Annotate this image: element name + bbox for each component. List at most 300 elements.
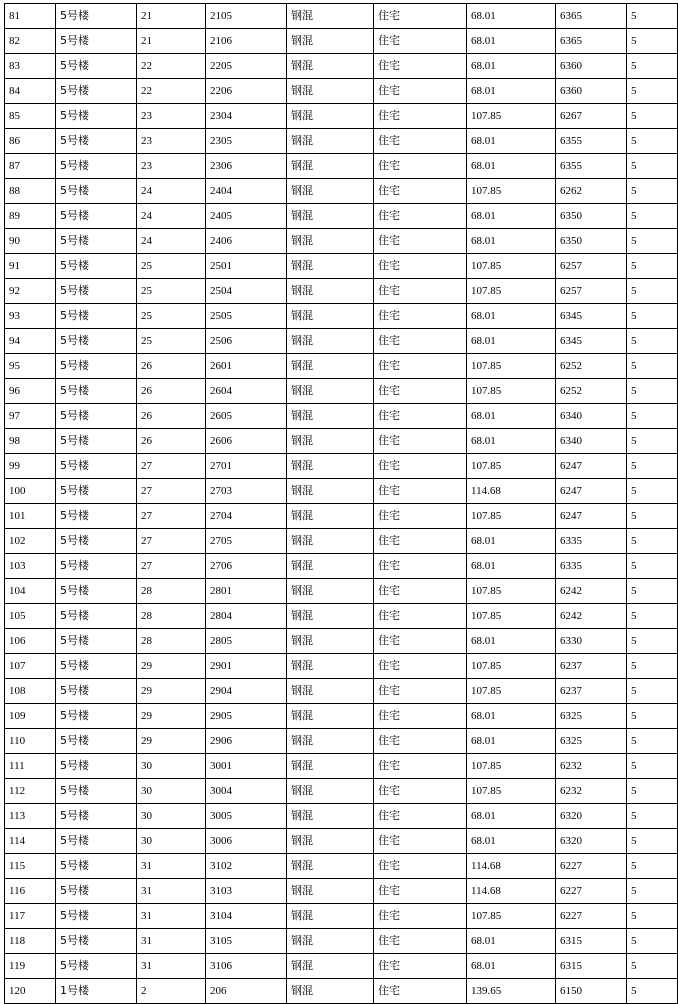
cell-层: 24	[137, 229, 206, 254]
cell-用途: 住宅	[374, 604, 467, 629]
cell-结构: 钢混	[287, 704, 374, 729]
cell-结构: 钢混	[287, 329, 374, 354]
cell-面积: 68.01	[467, 529, 556, 554]
cell-备注: 5	[627, 129, 678, 154]
cell-用途: 住宅	[374, 804, 467, 829]
cell-面积: 68.01	[467, 554, 556, 579]
cell-层: 25	[137, 254, 206, 279]
cell-房号: 2105	[206, 4, 287, 29]
cell-用途: 住宅	[374, 179, 467, 204]
cell-序号: 89	[5, 204, 56, 229]
cell-用途: 住宅	[374, 854, 467, 879]
cell-用途: 住宅	[374, 379, 467, 404]
cell-结构: 钢混	[287, 179, 374, 204]
table-row	[5, 629, 678, 654]
cell-层: 27	[137, 554, 206, 579]
cell-用途: 住宅	[374, 829, 467, 854]
cell-楼栋: 5号楼	[56, 79, 137, 104]
cell-楼栋: 5号楼	[56, 129, 137, 154]
cell-面积: 107.85	[467, 604, 556, 629]
cell-房号: 2406	[206, 229, 287, 254]
cell-结构: 钢混	[287, 979, 374, 1004]
cell-序号: 98	[5, 429, 56, 454]
cell-编号: 6320	[556, 804, 627, 829]
cell-面积: 68.01	[467, 129, 556, 154]
cell-层: 30	[137, 754, 206, 779]
cell-用途: 住宅	[374, 504, 467, 529]
cell-层: 30	[137, 779, 206, 804]
cell-用途: 住宅	[374, 954, 467, 979]
cell-序号: 119	[5, 954, 56, 979]
cell-面积: 107.85	[467, 354, 556, 379]
cell-面积: 107.85	[467, 454, 556, 479]
cell-层: 26	[137, 379, 206, 404]
cell-序号: 90	[5, 229, 56, 254]
cell-备注: 5	[627, 104, 678, 129]
cell-楼栋: 5号楼	[56, 304, 137, 329]
cell-面积: 68.01	[467, 954, 556, 979]
cell-房号: 3006	[206, 829, 287, 854]
table-row	[5, 879, 678, 904]
cell-编号: 6340	[556, 404, 627, 429]
cell-序号: 93	[5, 304, 56, 329]
cell-备注: 5	[627, 304, 678, 329]
table-row	[5, 54, 678, 79]
cell-结构: 钢混	[287, 4, 374, 29]
cell-面积: 68.01	[467, 929, 556, 954]
cell-层: 24	[137, 179, 206, 204]
cell-用途: 住宅	[374, 754, 467, 779]
cell-楼栋: 5号楼	[56, 879, 137, 904]
table-row	[5, 104, 678, 129]
cell-楼栋: 5号楼	[56, 854, 137, 879]
cell-楼栋: 5号楼	[56, 329, 137, 354]
cell-序号: 110	[5, 729, 56, 754]
cell-用途: 住宅	[374, 279, 467, 304]
cell-楼栋: 5号楼	[56, 29, 137, 54]
cell-房号: 3102	[206, 854, 287, 879]
cell-序号: 116	[5, 879, 56, 904]
cell-层: 29	[137, 679, 206, 704]
cell-楼栋: 5号楼	[56, 654, 137, 679]
cell-房号: 2901	[206, 654, 287, 679]
cell-房号: 2305	[206, 129, 287, 154]
cell-层: 27	[137, 454, 206, 479]
cell-房号: 2404	[206, 179, 287, 204]
cell-层: 25	[137, 304, 206, 329]
cell-编号: 6320	[556, 829, 627, 854]
cell-序号: 104	[5, 579, 56, 604]
cell-楼栋: 5号楼	[56, 54, 137, 79]
table-row	[5, 754, 678, 779]
cell-序号: 102	[5, 529, 56, 554]
cell-结构: 钢混	[287, 154, 374, 179]
cell-结构: 钢混	[287, 779, 374, 804]
cell-结构: 钢混	[287, 254, 374, 279]
cell-备注: 5	[627, 754, 678, 779]
cell-序号: 91	[5, 254, 56, 279]
table-row	[5, 379, 678, 404]
cell-房号: 2801	[206, 579, 287, 604]
table-row	[5, 429, 678, 454]
cell-结构: 钢混	[287, 654, 374, 679]
cell-编号: 6227	[556, 854, 627, 879]
cell-结构: 钢混	[287, 279, 374, 304]
cell-结构: 钢混	[287, 54, 374, 79]
cell-结构: 钢混	[287, 629, 374, 654]
cell-层: 31	[137, 879, 206, 904]
cell-编号: 6360	[556, 54, 627, 79]
cell-编号: 6355	[556, 129, 627, 154]
cell-楼栋: 5号楼	[56, 904, 137, 929]
cell-楼栋: 5号楼	[56, 479, 137, 504]
cell-编号: 6257	[556, 279, 627, 304]
table-row	[5, 329, 678, 354]
cell-层: 25	[137, 279, 206, 304]
cell-面积: 114.68	[467, 879, 556, 904]
cell-序号: 111	[5, 754, 56, 779]
cell-用途: 住宅	[374, 579, 467, 604]
cell-序号: 92	[5, 279, 56, 304]
cell-用途: 住宅	[374, 529, 467, 554]
cell-编号: 6237	[556, 679, 627, 704]
table-row	[5, 779, 678, 804]
cell-房号: 2506	[206, 329, 287, 354]
cell-房号: 2505	[206, 304, 287, 329]
cell-编号: 6252	[556, 354, 627, 379]
cell-楼栋: 5号楼	[56, 4, 137, 29]
cell-编号: 6365	[556, 4, 627, 29]
cell-层: 27	[137, 479, 206, 504]
cell-备注: 5	[627, 679, 678, 704]
cell-备注: 5	[627, 79, 678, 104]
cell-楼栋: 5号楼	[56, 929, 137, 954]
cell-层: 22	[137, 79, 206, 104]
cell-层: 30	[137, 829, 206, 854]
cell-编号: 6335	[556, 529, 627, 554]
cell-层: 31	[137, 854, 206, 879]
cell-楼栋: 5号楼	[56, 629, 137, 654]
cell-层: 28	[137, 629, 206, 654]
cell-用途: 住宅	[374, 979, 467, 1004]
cell-楼栋: 5号楼	[56, 729, 137, 754]
cell-用途: 住宅	[374, 4, 467, 29]
cell-楼栋: 5号楼	[56, 954, 137, 979]
cell-结构: 钢混	[287, 529, 374, 554]
cell-结构: 钢混	[287, 829, 374, 854]
cell-房号: 3001	[206, 754, 287, 779]
table-row	[5, 354, 678, 379]
cell-序号: 86	[5, 129, 56, 154]
cell-备注: 5	[627, 804, 678, 829]
table-row	[5, 179, 678, 204]
cell-层: 25	[137, 329, 206, 354]
cell-编号: 6247	[556, 454, 627, 479]
cell-用途: 住宅	[374, 929, 467, 954]
cell-备注: 5	[627, 404, 678, 429]
cell-用途: 住宅	[374, 479, 467, 504]
cell-编号: 6237	[556, 654, 627, 679]
table-row	[5, 679, 678, 704]
cell-结构: 钢混	[287, 404, 374, 429]
cell-备注: 5	[627, 904, 678, 929]
cell-序号: 117	[5, 904, 56, 929]
cell-备注: 5	[627, 554, 678, 579]
cell-编号: 6325	[556, 704, 627, 729]
cell-面积: 68.01	[467, 4, 556, 29]
cell-用途: 住宅	[374, 129, 467, 154]
cell-备注: 5	[627, 854, 678, 879]
cell-备注: 5	[627, 279, 678, 304]
table-row	[5, 654, 678, 679]
cell-编号: 6267	[556, 104, 627, 129]
cell-面积: 107.85	[467, 654, 556, 679]
cell-面积: 107.85	[467, 254, 556, 279]
cell-编号: 6315	[556, 954, 627, 979]
cell-备注: 5	[627, 629, 678, 654]
cell-楼栋: 5号楼	[56, 379, 137, 404]
cell-结构: 钢混	[287, 204, 374, 229]
cell-结构: 钢混	[287, 129, 374, 154]
cell-面积: 114.68	[467, 479, 556, 504]
cell-面积: 107.85	[467, 579, 556, 604]
cell-序号: 101	[5, 504, 56, 529]
table-row	[5, 79, 678, 104]
cell-面积: 68.01	[467, 54, 556, 79]
cell-楼栋: 5号楼	[56, 529, 137, 554]
cell-房号: 3104	[206, 904, 287, 929]
cell-层: 28	[137, 604, 206, 629]
cell-用途: 住宅	[374, 704, 467, 729]
cell-用途: 住宅	[374, 729, 467, 754]
cell-面积: 68.01	[467, 429, 556, 454]
cell-层: 24	[137, 204, 206, 229]
cell-层: 30	[137, 804, 206, 829]
cell-序号: 115	[5, 854, 56, 879]
cell-用途: 住宅	[374, 204, 467, 229]
cell-编号: 6242	[556, 604, 627, 629]
cell-房号: 2601	[206, 354, 287, 379]
cell-楼栋: 5号楼	[56, 254, 137, 279]
cell-房号: 2703	[206, 479, 287, 504]
cell-面积: 114.68	[467, 854, 556, 879]
cell-备注: 5	[627, 454, 678, 479]
cell-面积: 107.85	[467, 504, 556, 529]
cell-房号: 2306	[206, 154, 287, 179]
cell-备注: 5	[627, 479, 678, 504]
cell-楼栋: 5号楼	[56, 229, 137, 254]
cell-房号: 206	[206, 979, 287, 1004]
cell-楼栋: 5号楼	[56, 429, 137, 454]
cell-备注: 5	[627, 979, 678, 1004]
cell-结构: 钢混	[287, 804, 374, 829]
table-row	[5, 704, 678, 729]
cell-备注: 5	[627, 954, 678, 979]
cell-序号: 94	[5, 329, 56, 354]
cell-序号: 108	[5, 679, 56, 704]
cell-层: 29	[137, 704, 206, 729]
cell-楼栋: 5号楼	[56, 754, 137, 779]
cell-编号: 6355	[556, 154, 627, 179]
cell-备注: 5	[627, 504, 678, 529]
cell-房号: 2504	[206, 279, 287, 304]
cell-用途: 住宅	[374, 454, 467, 479]
cell-层: 26	[137, 429, 206, 454]
cell-层: 26	[137, 354, 206, 379]
cell-用途: 住宅	[374, 29, 467, 54]
cell-序号: 87	[5, 154, 56, 179]
table-row	[5, 454, 678, 479]
table-row	[5, 154, 678, 179]
cell-编号: 6365	[556, 29, 627, 54]
cell-编号: 6232	[556, 779, 627, 804]
cell-编号: 6232	[556, 754, 627, 779]
cell-备注: 5	[627, 54, 678, 79]
cell-结构: 钢混	[287, 554, 374, 579]
cell-结构: 钢混	[287, 679, 374, 704]
cell-备注: 5	[627, 529, 678, 554]
cell-用途: 住宅	[374, 104, 467, 129]
cell-房号: 3106	[206, 954, 287, 979]
cell-房号: 2906	[206, 729, 287, 754]
cell-楼栋: 5号楼	[56, 604, 137, 629]
table-row	[5, 279, 678, 304]
table-row	[5, 829, 678, 854]
cell-用途: 住宅	[374, 229, 467, 254]
cell-房号: 2905	[206, 704, 287, 729]
table-row	[5, 979, 678, 1004]
cell-结构: 钢混	[287, 104, 374, 129]
table-row	[5, 4, 678, 29]
cell-序号: 84	[5, 79, 56, 104]
cell-用途: 住宅	[374, 679, 467, 704]
cell-编号: 6335	[556, 554, 627, 579]
cell-层: 23	[137, 129, 206, 154]
cell-房号: 2605	[206, 404, 287, 429]
cell-楼栋: 5号楼	[56, 804, 137, 829]
cell-房号: 3005	[206, 804, 287, 829]
cell-编号: 6345	[556, 329, 627, 354]
cell-结构: 钢混	[287, 379, 374, 404]
table-row	[5, 304, 678, 329]
table-row	[5, 904, 678, 929]
cell-备注: 5	[627, 29, 678, 54]
cell-结构: 钢混	[287, 304, 374, 329]
cell-序号: 103	[5, 554, 56, 579]
cell-序号: 95	[5, 354, 56, 379]
cell-备注: 5	[627, 4, 678, 29]
cell-用途: 住宅	[374, 904, 467, 929]
cell-备注: 5	[627, 579, 678, 604]
cell-用途: 住宅	[374, 329, 467, 354]
table-row	[5, 254, 678, 279]
cell-房号: 2705	[206, 529, 287, 554]
cell-层: 26	[137, 404, 206, 429]
table-row	[5, 504, 678, 529]
cell-用途: 住宅	[374, 154, 467, 179]
cell-楼栋: 5号楼	[56, 104, 137, 129]
cell-面积: 107.85	[467, 904, 556, 929]
cell-结构: 钢混	[287, 729, 374, 754]
cell-面积: 68.01	[467, 829, 556, 854]
cell-序号: 113	[5, 804, 56, 829]
cell-备注: 5	[627, 354, 678, 379]
cell-序号: 83	[5, 54, 56, 79]
cell-层: 28	[137, 579, 206, 604]
cell-楼栋: 5号楼	[56, 504, 137, 529]
cell-用途: 住宅	[374, 629, 467, 654]
cell-用途: 住宅	[374, 554, 467, 579]
cell-面积: 107.85	[467, 679, 556, 704]
cell-编号: 6345	[556, 304, 627, 329]
cell-面积: 107.85	[467, 104, 556, 129]
cell-房号: 2106	[206, 29, 287, 54]
cell-楼栋: 5号楼	[56, 154, 137, 179]
cell-备注: 5	[627, 329, 678, 354]
cell-备注: 5	[627, 179, 678, 204]
table-row	[5, 229, 678, 254]
cell-楼栋: 5号楼	[56, 354, 137, 379]
cell-结构: 钢混	[287, 229, 374, 254]
cell-结构: 钢混	[287, 79, 374, 104]
cell-房号: 2701	[206, 454, 287, 479]
cell-房号: 2206	[206, 79, 287, 104]
cell-面积: 68.01	[467, 304, 556, 329]
cell-备注: 5	[627, 204, 678, 229]
cell-序号: 88	[5, 179, 56, 204]
cell-序号: 99	[5, 454, 56, 479]
cell-层: 29	[137, 729, 206, 754]
cell-层: 23	[137, 104, 206, 129]
cell-房号: 2904	[206, 679, 287, 704]
cell-层: 31	[137, 929, 206, 954]
cell-编号: 6350	[556, 204, 627, 229]
cell-面积: 107.85	[467, 179, 556, 204]
cell-结构: 钢混	[287, 504, 374, 529]
cell-结构: 钢混	[287, 929, 374, 954]
table-row	[5, 729, 678, 754]
cell-房号: 2804	[206, 604, 287, 629]
cell-结构: 钢混	[287, 604, 374, 629]
cell-编号: 6227	[556, 879, 627, 904]
cell-层: 27	[137, 504, 206, 529]
cell-备注: 5	[627, 254, 678, 279]
cell-序号: 120	[5, 979, 56, 1004]
cell-备注: 5	[627, 879, 678, 904]
cell-结构: 钢混	[287, 29, 374, 54]
table-row	[5, 479, 678, 504]
cell-面积: 107.85	[467, 779, 556, 804]
cell-序号: 81	[5, 4, 56, 29]
cell-层: 21	[137, 29, 206, 54]
cell-面积: 68.01	[467, 29, 556, 54]
cell-结构: 钢混	[287, 354, 374, 379]
cell-备注: 5	[627, 729, 678, 754]
cell-编号: 6315	[556, 929, 627, 954]
cell-编号: 6325	[556, 729, 627, 754]
cell-房号: 2604	[206, 379, 287, 404]
cell-层: 27	[137, 529, 206, 554]
table-row	[5, 129, 678, 154]
cell-楼栋: 5号楼	[56, 454, 137, 479]
cell-层: 22	[137, 54, 206, 79]
cell-序号: 85	[5, 104, 56, 129]
cell-序号: 82	[5, 29, 56, 54]
cell-楼栋: 5号楼	[56, 204, 137, 229]
cell-楼栋: 5号楼	[56, 829, 137, 854]
cell-房号: 2304	[206, 104, 287, 129]
cell-楼栋: 5号楼	[56, 779, 137, 804]
